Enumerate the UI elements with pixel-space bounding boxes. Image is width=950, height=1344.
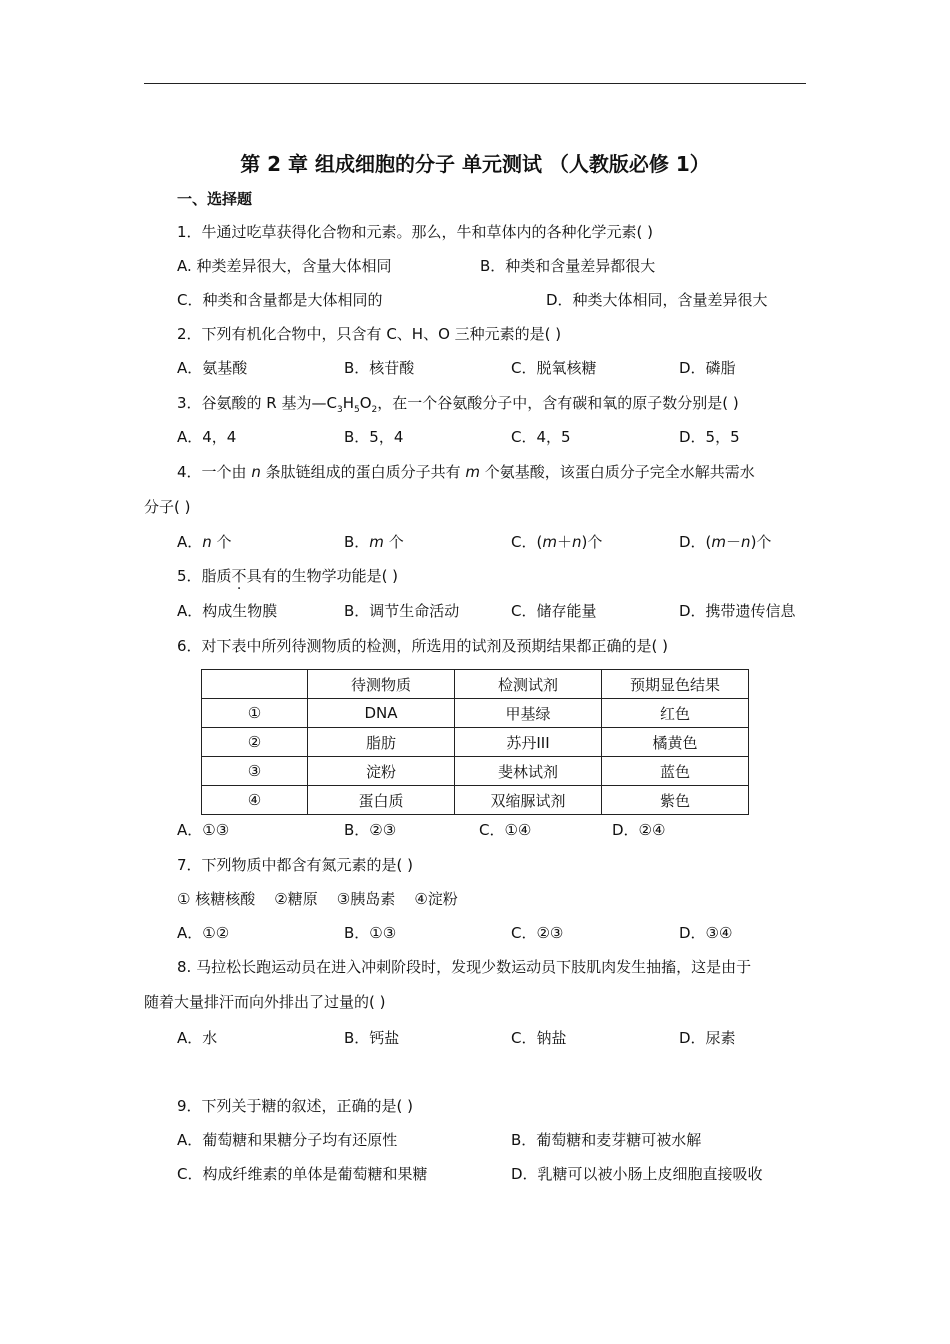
q5-option-c: C．储存能量 [511,602,597,620]
q3-option-d: D．5，5 [679,428,740,446]
table-header-cell: 检测试剂 [455,670,602,699]
q2-stem: 2．下列有机化合物中，只含有 C、H、O 三种元素的是( ) [177,325,562,343]
q6-option-b: B．②③ [344,821,397,839]
q5-option-b: B．调节生命活动 [344,602,460,620]
header-rule [144,83,806,84]
q1-option-b: B．种类和含量差异都很大 [480,257,656,275]
q6-table [201,669,749,815]
emphasis-dot: 不 [231,567,247,585]
q2-option-b: B．核苷酸 [344,359,415,377]
table-cell: ① [202,699,308,728]
q3-option-c: C．4，5 [511,428,571,446]
q7-option-b: B．①③ [344,924,397,942]
q4-option-d: D．(m－n)个 [679,533,772,551]
table-cell: 红色 [602,699,749,728]
table-cell: ② [202,728,308,757]
table-header-cell: 预期显色结果 [602,670,749,699]
q9-option-b: B．葡萄糖和麦芽糖可被水解 [511,1131,702,1149]
table-cell: 斐林试剂 [455,757,602,786]
q2-option-d: D．磷脂 [679,359,736,377]
q3-stem: 3．谷氨酸的 R 基为$—C_3H_5O_2$，在一个谷氨酸分子中，含有碳和氧的原子数分别是( ) [177,394,739,415]
q1-option-a: A. 种类差异很大，含量大体相同 [177,257,392,275]
q8-option-b: B．钙盐 [344,1029,400,1047]
page-title: 第 2 章 组成细胞的分子 单元测试 （人教版必修 1） [240,152,710,176]
q4-option-b: B．m 个 [344,533,404,551]
table-cell: DNA [308,699,455,728]
q6-option-a: A．①③ [177,821,230,839]
q8-option-d: D．尿素 [679,1029,736,1047]
table-cell: ④ [202,786,308,815]
table-header-row [202,670,749,699]
q9-option-c: C．构成纤维素的单体是葡萄糖和果糖 [177,1165,428,1183]
table-cell: 脂肪 [308,728,455,757]
table-cell: ③ [202,757,308,786]
q2-option-c: C．脱氧核糖 [511,359,597,377]
q4-stem: 4．一个由 n 条肽链组成的蛋白质分子共有 m 个氨基酸，该蛋白质分子完全水解共需水 [177,463,755,481]
table-header-cell: 待测物质 [308,670,455,699]
q9-option-d: D．乳糖可以被小肠上皮细胞直接吸收 [511,1165,763,1183]
q4-stem-continued: 分子( ) [144,498,191,516]
q8-option-a: A．水 [177,1029,218,1047]
q3-option-b: B．5，4 [344,428,404,446]
q1-stem: 1．牛通过吃草获得化合物和元素。那么，牛和草体内的各种化学元素( ) [177,223,654,241]
q8-stem: 8. 马拉松长跑运动员在进入冲刺阶段时，发现少数运动员下肢肌肉发生抽搐，这是由于 [177,958,752,976]
q8-option-c: C．钠盐 [511,1029,567,1047]
table-cell: 淀粉 [308,757,455,786]
q6-option-d: D．②④ [612,821,666,839]
q4-option-a: A．n 个 [177,533,232,551]
q6-option-c: C．①④ [479,821,532,839]
q7-items: ① 核糖核酸 ②糖原 ③胰岛素 ④淀粉 [177,890,458,908]
q7-option-d: D．③④ [679,924,733,942]
table-row [202,728,749,757]
q2-option-a: A．氨基酸 [177,359,248,377]
q5-stem: 5．脂质不具有的生物学功能是( ) [177,567,399,585]
table-row [202,786,749,815]
table-cell: 苏丹III [455,728,602,757]
table-cell: 双缩脲试剂 [455,786,602,815]
table-cell: 蛋白质 [308,786,455,815]
q1-option-d: D．种类大体相同，含量差异很大 [546,291,768,309]
table-cell: 蓝色 [602,757,749,786]
q3-option-a: A．4，4 [177,428,237,446]
q6-stem: 6．对下表中所列待测物质的检测，所选用的试剂及预期结果都正确的是( ) [177,637,669,655]
q7-option-c: C．②③ [511,924,564,942]
q9-option-a: A．葡萄糖和果糖分子均有还原性 [177,1131,398,1149]
table-cell: 甲基绿 [455,699,602,728]
q7-stem: 7．下列物质中都含有氮元素的是( ) [177,856,414,874]
q9-stem: 9．下列关于糖的叙述，正确的是( ) [177,1097,414,1115]
table-cell: 橘黄色 [602,728,749,757]
q7-option-a: A．①② [177,924,230,942]
q8-stem-continued: 随着大量排汗而向外排出了过量的( ) [144,993,386,1011]
q4-option-c: C．(m＋n)个 [511,533,603,551]
table-header-cell [202,670,308,699]
q1-option-c: C．种类和含量都是大体相同的 [177,291,383,309]
section-heading: 一、选择题 [177,190,253,208]
table-cell: 紫色 [602,786,749,815]
q5-option-a: A．构成生物膜 [177,602,278,620]
table-row [202,757,749,786]
table-row [202,699,749,728]
q5-option-d: D．携带遗传信息 [679,602,796,620]
